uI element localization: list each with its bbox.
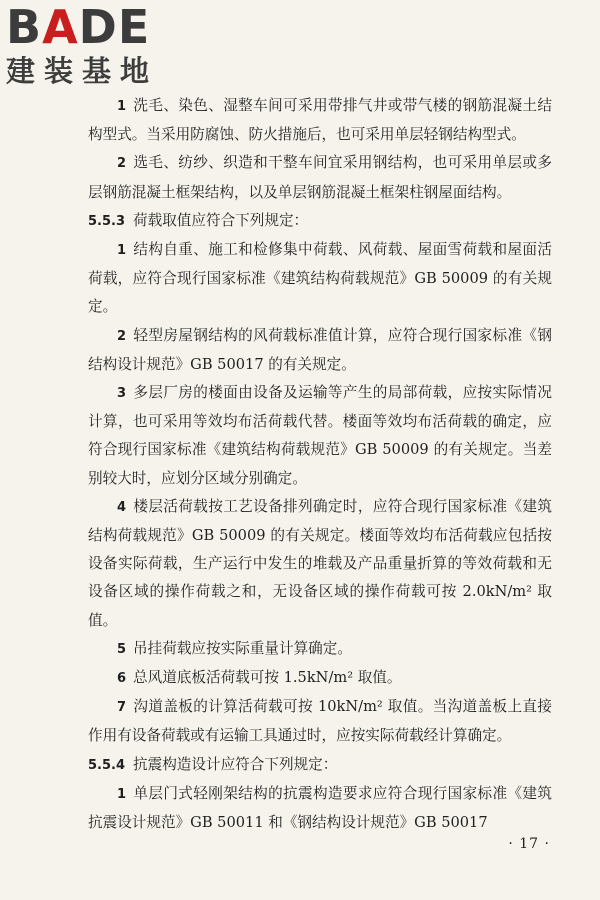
section-text: 抗震构造设计应符合下列规定： <box>133 755 338 773</box>
clause-item <box>88 493 552 635</box>
item-number: 4 <box>117 499 127 515</box>
item-number: 6 <box>117 671 127 687</box>
bade-logo <box>6 2 186 94</box>
item-text: 轻型房屋钢结构的风荷载标准值计算，应符合现行国家标准《钢结构设计规范》GB 50017 的有关规定。 <box>88 326 552 373</box>
clause-item <box>88 379 552 493</box>
item-text: 单层门式轻刚架结构的抗震构造要求应符合现行国家标准《建筑抗震设计规范》GB 50011 和《钢结构设计规范》GB 50017 <box>88 784 552 832</box>
section-heading <box>88 751 552 780</box>
clause-item <box>88 664 552 693</box>
logo-subtitle: 建装基地 <box>6 54 159 88</box>
item-text: 总风道底板活荷载可按 1.5kN/m² 取值。 <box>133 669 402 687</box>
clause-item <box>88 92 552 149</box>
clause-item <box>88 635 552 664</box>
item-text: 沟道盖板的计算活荷载可按 10kN/m² 取值。当沟道盖板上直接作用有设备荷载或有运输工具通过时，应按实际荷载经计算确定。 <box>88 698 552 745</box>
item-text: 多层厂房的楼面由设备及运输等产生的局部荷载，应按实际情况计算，也可采用等效均布活荷载代替。楼面等效均布活荷载的确定，应符合现行国家标准《建筑结构荷载规范》GB 50009 的有关规定。当差别较大时，应划分区域分别确定。 <box>88 384 552 487</box>
item-text: 结构自重、施工和检修集中荷载、风荷载、屋面雪荷载和屋面活荷载，应符合现行国家标准《建筑结构荷载规范》GB 50009 的有关规定。 <box>88 241 552 316</box>
item-text: 选毛、纺纱、织造和干整车间宜采用钢结构，也可采用单层或多层钢筋混凝土框架结构，以及单层钢筋混凝土框架柱钢屋面结构。 <box>88 154 552 201</box>
document-body <box>88 92 552 837</box>
logo-letters-de: DE <box>78 0 151 54</box>
item-number: 7 <box>117 700 127 716</box>
section-text: 荷载取值应符合下列规定： <box>133 211 309 229</box>
item-number: 1 <box>117 99 127 114</box>
item-number: 2 <box>117 156 127 172</box>
item-text: 吊挂荷载应按实际重量计算确定。 <box>133 639 352 657</box>
item-number: 1 <box>117 243 127 259</box>
section-number: 5.5.4 <box>88 757 126 773</box>
section-heading <box>88 207 552 236</box>
item-text: 楼层活荷载按工艺设备排列确定时，应符合现行国家标准《建筑结构荷载规范》GB 50009 的有关规定。楼面等效均布活荷载应包括按设备实际荷载，生产运行中发生的堆载及产品重量折算的等效荷载和无设备区域的操作荷载之和，无设备区域的操作荷载可按 2.0kN/m² 取值。 <box>88 497 552 629</box>
item-number: 5 <box>117 641 127 657</box>
item-number: 3 <box>117 386 127 402</box>
clause-item <box>88 693 552 750</box>
logo-letter-b: B <box>6 0 43 54</box>
clause-item <box>88 780 552 837</box>
item-text: 洗毛、染色、湿整车间可采用带排气井或带气楼的钢筋混凝土结构型式。当采用防腐蚀、防火措施后，也可采用单层轻钢结构型式。 <box>88 97 552 144</box>
section-number: 5.5.3 <box>88 213 126 229</box>
item-number: 1 <box>117 786 127 802</box>
item-number: 2 <box>117 328 127 344</box>
logo-wordmark <box>6 2 186 52</box>
page-number: · 17 · <box>508 836 550 852</box>
logo-letter-a: A <box>42 0 79 54</box>
clause-item <box>88 236 552 322</box>
clause-item <box>88 149 552 206</box>
clause-item <box>88 322 552 379</box>
